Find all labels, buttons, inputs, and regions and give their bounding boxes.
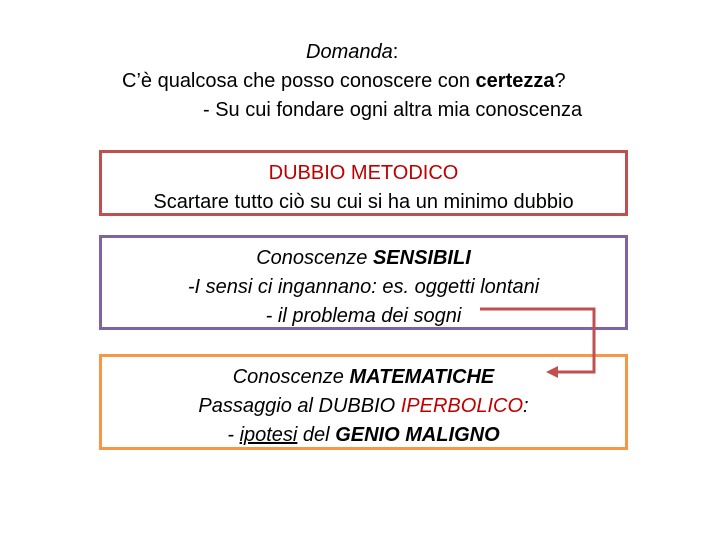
box-dubbio-text: Scartare tutto ciò su cui si ha un minimo dubbio <box>153 191 574 213</box>
box-matematiche-title: Conoscenze MATEMATICHE <box>232 366 495 388</box>
connector-line <box>480 309 594 372</box>
arrowhead-icon <box>546 366 558 378</box>
box-dubbio-title: DUBBIO METODICO <box>268 162 459 184</box>
box-sensibili-line2: -I sensi ci ingannano: es. oggetti lontani <box>187 276 540 298</box>
box-matematiche-line2: Passaggio al DUBBIO IPERBOLICO: <box>198 395 529 417</box>
question-subtext: - Su cui fondare ogni altra mia conoscenza <box>203 99 583 121</box>
box-sensibili-title: Conoscenze SENSIBILI <box>256 247 471 269</box>
question-label: Domanda: <box>306 41 399 63</box>
box-matematiche-line3: - ipotesi del GENIO MALIGNO <box>227 424 500 446</box>
box-sensibili-line3: - il problema dei sogni <box>265 305 462 327</box>
question-text: C’è qualcosa che posso conoscere con certezza? <box>122 70 566 92</box>
